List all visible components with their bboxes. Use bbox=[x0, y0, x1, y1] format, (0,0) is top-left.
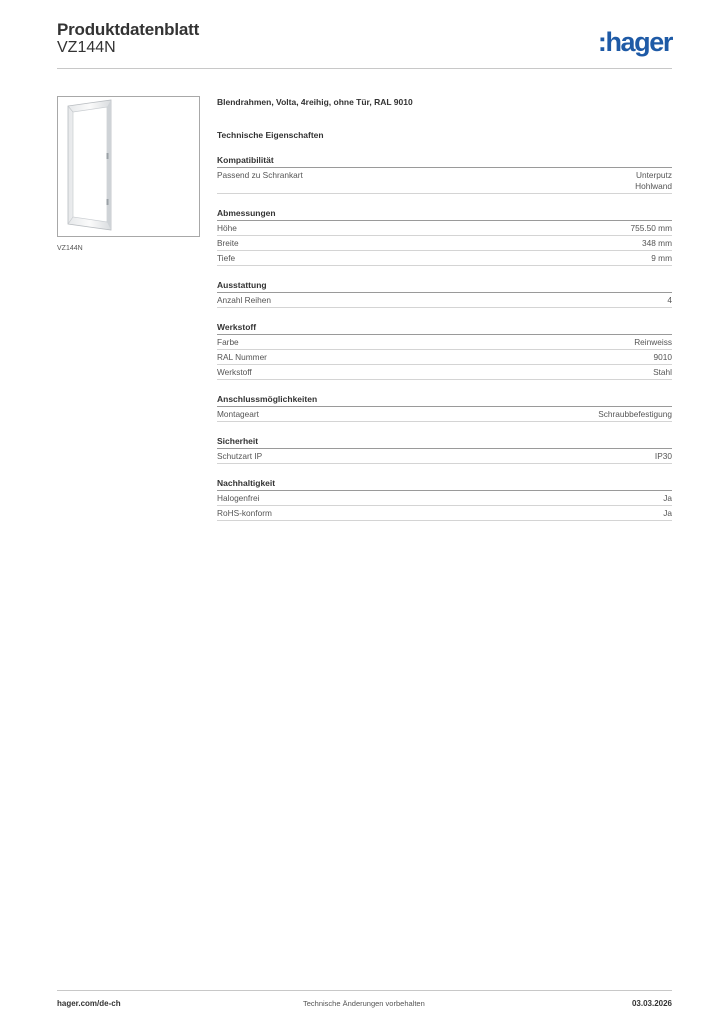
spec-value-line: Unterputz bbox=[636, 169, 672, 180]
spec-value bbox=[630, 223, 672, 234]
section-title: Werkstoff bbox=[217, 321, 672, 335]
spec-label: Breite bbox=[217, 237, 239, 248]
spec-panel bbox=[217, 96, 672, 521]
spec-label: Schutzart IP bbox=[217, 450, 263, 461]
spec-label: Halogenfrei bbox=[217, 492, 260, 503]
spec-label: Anzahl Reihen bbox=[217, 294, 271, 305]
spec-label: Passend zu Schrankart bbox=[217, 169, 303, 180]
spec-label: RAL Nummer bbox=[217, 351, 267, 362]
spec-section bbox=[217, 321, 672, 380]
hager-logo bbox=[598, 28, 672, 56]
footer-website-link[interactable]: hager.com/de-ch bbox=[57, 999, 121, 1008]
spec-label: Werkstoff bbox=[217, 366, 252, 377]
spec-row bbox=[217, 168, 672, 194]
spec-value bbox=[663, 493, 672, 504]
spec-row bbox=[217, 251, 672, 266]
document-title: Produktdatenblatt bbox=[57, 20, 200, 39]
header-divider bbox=[57, 68, 672, 69]
section-title: Kompatibilität bbox=[217, 154, 672, 168]
logo-prefix: : bbox=[597, 27, 606, 57]
spec-row bbox=[217, 293, 672, 308]
page-header bbox=[57, 20, 672, 68]
spec-section bbox=[217, 393, 672, 422]
spec-value bbox=[651, 253, 672, 264]
spec-section bbox=[217, 477, 672, 521]
spec-label: Tiefe bbox=[217, 252, 236, 263]
footer-date: 03.03.2026 bbox=[631, 999, 672, 1008]
spec-row bbox=[217, 236, 672, 251]
spec-section bbox=[217, 154, 672, 194]
spec-value-line: Reinweiss bbox=[634, 336, 672, 347]
spec-value bbox=[653, 367, 672, 378]
spec-row bbox=[217, 506, 672, 521]
spec-value bbox=[654, 352, 672, 363]
spec-row bbox=[217, 350, 672, 365]
spec-value bbox=[667, 295, 672, 306]
spec-value-line: 755.50 mm bbox=[630, 222, 672, 233]
spec-heading: Technische Eigenschaften bbox=[217, 130, 324, 140]
logo-text: hager bbox=[605, 27, 672, 57]
spec-row bbox=[217, 449, 672, 464]
footer-notice: Technische Änderungen vorbehalten bbox=[303, 999, 425, 1008]
spec-row bbox=[217, 365, 672, 380]
spec-value bbox=[598, 409, 672, 420]
spec-value-line: 9 mm bbox=[651, 252, 672, 263]
section-title: Sicherheit bbox=[217, 435, 672, 449]
spec-value-line: Stahl bbox=[653, 366, 672, 377]
spec-value-line: 4 bbox=[667, 294, 672, 305]
section-title: Nachhaltigkeit bbox=[217, 477, 672, 491]
section-title: Ausstattung bbox=[217, 279, 672, 293]
frame-illustration bbox=[58, 97, 199, 236]
spec-value bbox=[634, 337, 672, 348]
spec-row bbox=[217, 335, 672, 350]
spec-value-line: 348 mm bbox=[642, 237, 672, 248]
section-title: Anschlussmöglichkeiten bbox=[217, 393, 672, 407]
spec-row bbox=[217, 407, 672, 422]
spec-value bbox=[635, 170, 672, 192]
spec-label: Montageart bbox=[217, 408, 259, 419]
spec-section bbox=[217, 279, 672, 308]
spec-value bbox=[663, 508, 672, 519]
spec-value-line: IP30 bbox=[654, 450, 672, 461]
spec-value-line: Ja bbox=[663, 507, 672, 518]
spec-sections bbox=[217, 154, 672, 521]
spec-label: Höhe bbox=[217, 222, 237, 233]
image-caption: VZ144N bbox=[57, 245, 83, 252]
spec-value-line: Schraubbefestigung bbox=[598, 408, 672, 419]
spec-section bbox=[217, 207, 672, 266]
section-title: Abmessungen bbox=[217, 207, 672, 221]
product-name: Blendrahmen, Volta, 4reihig, ohne Tür, RAL 9010 bbox=[217, 97, 413, 107]
product-image bbox=[57, 96, 200, 237]
footer-divider bbox=[57, 990, 672, 991]
spec-label: Farbe bbox=[217, 336, 239, 347]
spec-value-line: 9010 bbox=[653, 351, 672, 362]
spec-value bbox=[642, 238, 672, 249]
spec-row bbox=[217, 491, 672, 506]
spec-value-line: Hohlwand bbox=[635, 180, 672, 191]
spec-value bbox=[655, 451, 672, 462]
product-code: VZ144N bbox=[57, 39, 116, 56]
spec-row bbox=[217, 221, 672, 236]
spec-section bbox=[217, 435, 672, 464]
spec-value-line: Ja bbox=[663, 492, 672, 503]
spec-label: RoHS-konform bbox=[217, 507, 272, 518]
